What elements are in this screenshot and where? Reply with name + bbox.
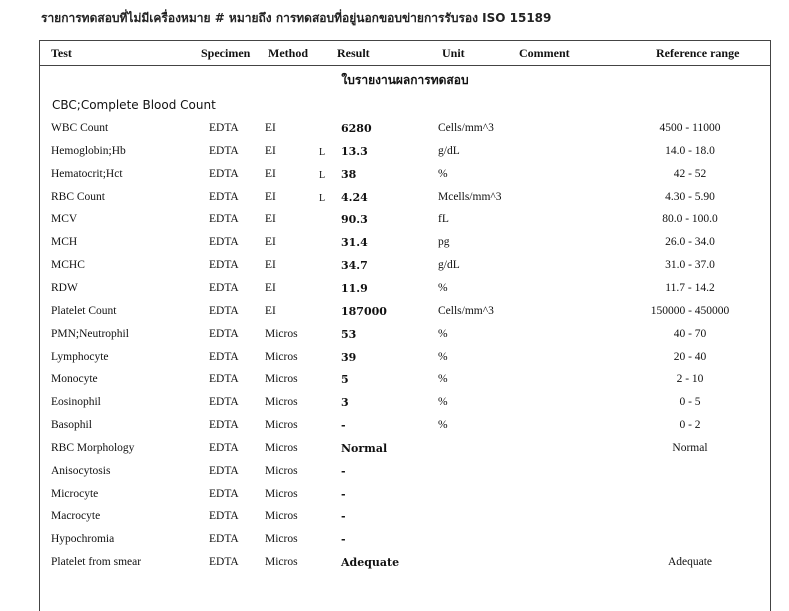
result-value: 3 bbox=[341, 396, 349, 410]
abnormal-flag: L bbox=[319, 169, 326, 181]
specimen: EDTA bbox=[209, 144, 239, 157]
result-value: 90.3 bbox=[341, 213, 368, 227]
table-row bbox=[40, 211, 770, 231]
result-value: Normal bbox=[341, 441, 388, 455]
col-header-method: Method bbox=[268, 46, 308, 60]
result-value: 13.3 bbox=[341, 144, 368, 158]
table-row bbox=[40, 417, 770, 437]
method: Micros bbox=[265, 487, 298, 500]
specimen: EDTA bbox=[209, 327, 239, 340]
abnormal-flag: L bbox=[319, 146, 326, 158]
table-row bbox=[40, 371, 770, 391]
col-header-result: Result bbox=[337, 46, 370, 60]
table-row bbox=[40, 166, 770, 186]
method: EI bbox=[265, 281, 276, 294]
reference-range: Adequate bbox=[667, 556, 713, 569]
method: EI bbox=[265, 122, 276, 134]
method: Micros bbox=[265, 464, 298, 477]
reference-range: 26.0 - 34.0 bbox=[665, 236, 715, 249]
reference-range: 11.7 - 14.2 bbox=[665, 281, 715, 294]
test-name: Macrocyte bbox=[51, 510, 101, 523]
unit: fL bbox=[438, 213, 449, 226]
lab-report-table bbox=[39, 40, 771, 611]
result-value: - bbox=[341, 419, 346, 433]
specimen: EDTA bbox=[209, 441, 239, 454]
result-value: 5 bbox=[341, 373, 349, 387]
table-row bbox=[40, 120, 770, 140]
table-row bbox=[40, 463, 770, 483]
method: Micros bbox=[265, 419, 298, 432]
unit: % bbox=[438, 327, 448, 340]
unit: % bbox=[438, 167, 448, 180]
method: EI bbox=[265, 190, 276, 203]
reference-range: Normal bbox=[672, 441, 708, 454]
specimen: EDTA bbox=[209, 190, 239, 203]
result-value: 11.9 bbox=[341, 281, 368, 295]
iso-scope-note: รายการทดสอบที่ไม่มีเครื่องหมาย # หมายถึง การทดสอบที่อยู่นอกขอบข่ายการรับรอง ISO 15189 bbox=[41, 11, 552, 25]
test-name: WBC Count bbox=[51, 122, 109, 134]
col-header-unit: Unit bbox=[442, 46, 465, 60]
specimen: EDTA bbox=[209, 373, 239, 386]
reference-range: 150000 - 450000 bbox=[650, 304, 730, 317]
specimen: EDTA bbox=[209, 167, 239, 180]
specimen: EDTA bbox=[209, 419, 239, 432]
method: Micros bbox=[265, 510, 298, 523]
col-header-reference: Reference range bbox=[656, 46, 740, 60]
method: EI bbox=[265, 236, 276, 249]
unit: g/dL bbox=[438, 259, 460, 272]
unit: Mcells/mm^3 bbox=[438, 190, 502, 203]
table-row bbox=[40, 234, 770, 254]
result-value: 6280 bbox=[341, 122, 372, 135]
reference-range: 20 - 40 bbox=[673, 350, 707, 363]
col-header-test: Test bbox=[51, 46, 72, 60]
result-value: 34.7 bbox=[341, 259, 368, 273]
method: Micros bbox=[265, 533, 298, 546]
method: EI bbox=[265, 167, 276, 180]
specimen: EDTA bbox=[209, 510, 239, 523]
col-header-specimen: Specimen bbox=[201, 46, 251, 60]
test-name: Microcyte bbox=[51, 487, 99, 500]
specimen: EDTA bbox=[209, 281, 239, 294]
unit: Cells/mm^3 bbox=[438, 304, 494, 317]
table-row bbox=[40, 326, 770, 346]
unit: g/dL bbox=[438, 144, 460, 157]
unit: % bbox=[438, 350, 448, 363]
test-name: RBC Count bbox=[51, 190, 106, 203]
unit: % bbox=[438, 281, 448, 294]
col-header-comment: Comment bbox=[519, 46, 570, 60]
test-name: Platelet from smear bbox=[51, 556, 142, 569]
section-title: CBC;Complete Blood Count bbox=[52, 98, 216, 112]
table-header bbox=[40, 41, 770, 66]
method: Micros bbox=[265, 350, 298, 363]
table-row bbox=[40, 303, 770, 323]
specimen: EDTA bbox=[209, 236, 239, 249]
test-name: Hypochromia bbox=[51, 533, 115, 546]
test-name: Hematocrit;Hct bbox=[51, 167, 123, 180]
table-row bbox=[40, 394, 770, 414]
method: Micros bbox=[265, 373, 298, 386]
reference-range: 2 - 10 bbox=[676, 373, 704, 386]
reference-range: 40 - 70 bbox=[673, 327, 707, 340]
test-name: PMN;Neutrophil bbox=[51, 327, 129, 340]
result-value: - bbox=[341, 533, 346, 547]
specimen: EDTA bbox=[209, 122, 239, 134]
result-value: 31.4 bbox=[341, 236, 368, 250]
unit: pg bbox=[438, 236, 450, 249]
test-name: Lymphocyte bbox=[51, 350, 109, 363]
test-name: MCHC bbox=[51, 259, 85, 272]
test-name: RDW bbox=[51, 281, 78, 294]
table-row bbox=[40, 189, 770, 209]
specimen: EDTA bbox=[209, 350, 239, 363]
test-name: Basophil bbox=[51, 419, 92, 432]
result-value: 53 bbox=[341, 327, 357, 341]
result-value: 39 bbox=[341, 350, 357, 364]
table-row bbox=[40, 349, 770, 369]
result-value: 38 bbox=[341, 167, 357, 181]
test-name: Monocyte bbox=[51, 373, 98, 386]
specimen: EDTA bbox=[209, 259, 239, 272]
method: Micros bbox=[265, 441, 298, 454]
specimen: EDTA bbox=[209, 556, 239, 569]
specimen: EDTA bbox=[209, 396, 239, 409]
test-name: Eosinophil bbox=[51, 396, 101, 409]
reference-range: 31.0 - 37.0 bbox=[665, 259, 715, 272]
test-name: RBC Morphology bbox=[51, 441, 135, 454]
table-row bbox=[40, 531, 770, 551]
unit: % bbox=[438, 396, 448, 409]
reference-range: 14.0 - 18.0 bbox=[665, 144, 715, 157]
specimen: EDTA bbox=[209, 464, 239, 477]
method: Micros bbox=[265, 327, 298, 340]
specimen: EDTA bbox=[209, 533, 239, 546]
table-row bbox=[40, 143, 770, 163]
method: EI bbox=[265, 304, 276, 317]
unit: % bbox=[438, 419, 448, 432]
table-row bbox=[40, 554, 770, 574]
reference-range: 4.30 - 5.90 bbox=[665, 190, 715, 203]
table-row bbox=[40, 486, 770, 506]
test-name: Anisocytosis bbox=[51, 464, 111, 477]
result-value: 187000 bbox=[341, 304, 387, 318]
reference-range: 0 - 5 bbox=[679, 396, 701, 409]
reference-range: 0 - 2 bbox=[679, 419, 701, 432]
test-name: MCH bbox=[51, 236, 78, 249]
result-value: - bbox=[341, 464, 346, 478]
result-value: 4.24 bbox=[341, 190, 368, 204]
table-row bbox=[40, 280, 770, 300]
specimen: EDTA bbox=[209, 304, 239, 317]
specimen: EDTA bbox=[209, 487, 239, 500]
method: Micros bbox=[265, 396, 298, 409]
table-row bbox=[40, 257, 770, 277]
unit: Cells/mm^3 bbox=[438, 122, 494, 134]
reference-range: 4500 - 11000 bbox=[659, 122, 721, 134]
method: Micros bbox=[265, 556, 298, 569]
table-row bbox=[40, 440, 770, 460]
unit: % bbox=[438, 373, 448, 386]
specimen: EDTA bbox=[209, 213, 239, 226]
report-title: ใบรายงานผลการทดสอบ bbox=[341, 73, 469, 87]
abnormal-flag: L bbox=[319, 192, 326, 204]
result-value: Adequate bbox=[341, 556, 400, 570]
result-value: - bbox=[341, 487, 346, 501]
method: EI bbox=[265, 259, 276, 272]
test-name: MCV bbox=[51, 213, 78, 226]
reference-range: 80.0 - 100.0 bbox=[662, 213, 718, 226]
test-name: Platelet Count bbox=[51, 304, 117, 317]
reference-range: 42 - 52 bbox=[673, 167, 707, 180]
result-value: - bbox=[341, 510, 346, 524]
method: EI bbox=[265, 144, 276, 157]
test-name: Hemoglobin;Hb bbox=[51, 144, 126, 157]
method: EI bbox=[265, 213, 276, 226]
table-row bbox=[40, 508, 770, 528]
